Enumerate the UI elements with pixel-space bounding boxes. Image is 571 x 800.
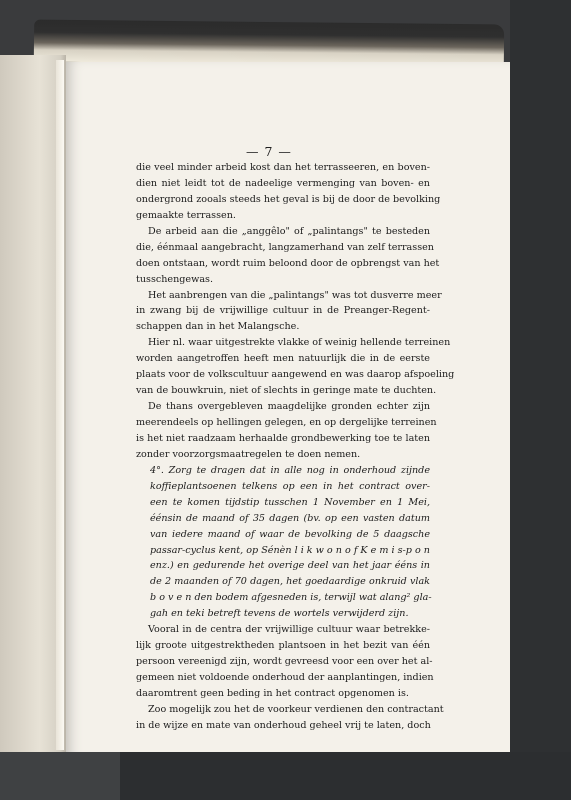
text-line: van de bouwkruin, niet of slechts in geringe mate te duchten. bbox=[136, 385, 437, 397]
text-line: daaromtrent geen beding in het contract opgenomen is. bbox=[136, 687, 409, 699]
text-line: passar-cyclus kent, op Sénèn l i k w o n o f K e m i s-p o n bbox=[150, 544, 430, 556]
text-line: koffieplantsoenen telkens op een in het contract over- bbox=[150, 480, 430, 492]
text-line: van iedere maand of waar de bevolking de 5 daagsche bbox=[150, 528, 430, 540]
background-bottom-left bbox=[0, 752, 120, 800]
text-line: lijk groote uitgestrektheden plantsoen in het bezit van één bbox=[136, 640, 430, 652]
text-line: Zoo mogelijk zou het de voorkeur verdienen den contractant bbox=[148, 703, 444, 715]
text-line: éénsin de maand of 35 dagen (bv. op een vasten datum bbox=[150, 512, 430, 524]
text-line: in de wijze en mate van onderhoud geheel vrij te laten, doch bbox=[136, 719, 431, 731]
text-line: een te komen tijdstip tusschen 1 November en 1 Mei, bbox=[150, 496, 430, 508]
text-line: gemaakte terrassen. bbox=[136, 209, 236, 221]
text-line: die, éénmaal aangebracht, langzamerhand van zelf terrassen bbox=[136, 241, 434, 253]
text-line: Vooral in de centra der vrijwillige cultuur waar betrekke- bbox=[148, 624, 430, 636]
text-line: dien niet leidt tot de nadeelige vermenging van boven- en bbox=[136, 177, 430, 189]
text-line: is het niet raadzaam herhaalde grondbewerking toe te laten bbox=[136, 432, 430, 444]
text-line: b o v e n den bodem afgesneden is, terwijl wat alang² gla- bbox=[150, 592, 432, 604]
text-line: plaats voor de volkscultuur aangewend en was daarop afspoeling bbox=[136, 369, 455, 381]
text-line: ondergrond zooals steeds het geval is bij de door de bevolking bbox=[136, 193, 441, 205]
book-top-edge bbox=[34, 20, 504, 67]
text-line: persoon vereenigd zijn, wordt gevreesd voor een over het al- bbox=[136, 656, 433, 668]
text-line: zonder voorzorgsmaatregelen te doen nemen. bbox=[136, 448, 361, 460]
text-line: De arbeid aan die „anggêlo" of „palintangs" te besteden bbox=[148, 225, 430, 237]
background-right bbox=[510, 0, 571, 800]
text-line: in zwang bij de vrijwillige cultuur in de Preanger-Regent- bbox=[136, 305, 430, 317]
text-line: De thans overgebleven maagdelijke gronden echter zijn bbox=[148, 401, 430, 413]
text-line: Het aanbrengen van die „palintangs" was tot dusverre meer bbox=[148, 289, 442, 301]
text-line: doen ontstaan, wordt ruim beloond door de opbrengst van het bbox=[136, 257, 440, 269]
text-line: die veel minder arbeid kost dan het terrasseeren, en boven- bbox=[136, 162, 430, 173]
background-bottom bbox=[0, 752, 571, 800]
page-gutter bbox=[56, 60, 64, 750]
page-text bbox=[136, 160, 455, 734]
text-line: Hier nl. waar uitgestrekte vlakke of weinig hellende terreinen bbox=[148, 337, 451, 349]
text-line: worden aangetroffen heeft men natuurlijk die in de eerste bbox=[136, 353, 430, 365]
text-line: gemeen niet voldoende onderhoud der aanplantingen, indien bbox=[136, 672, 434, 683]
text-line: de 2 maanden of 70 dagen, het goedaardige onkruid vlak bbox=[150, 576, 430, 588]
text-line: gah en teki betreft tevens de wortels verwijderd zijn. bbox=[150, 608, 409, 620]
text-line: tusschengewas. bbox=[136, 273, 214, 285]
text-line: 4°. Zorg te dragen dat in alle nog in onderhoud zijnde bbox=[150, 464, 430, 476]
text-line: meerendeels op hellingen gelegen, en op dergelijke terreinen bbox=[136, 417, 437, 428]
text-line: schappen dan in het Malangsche. bbox=[136, 321, 300, 333]
text-line: enz.) en gedurende het overige deel van het jaar ééns in bbox=[150, 560, 430, 572]
page-number: — 7 — bbox=[246, 144, 292, 159]
